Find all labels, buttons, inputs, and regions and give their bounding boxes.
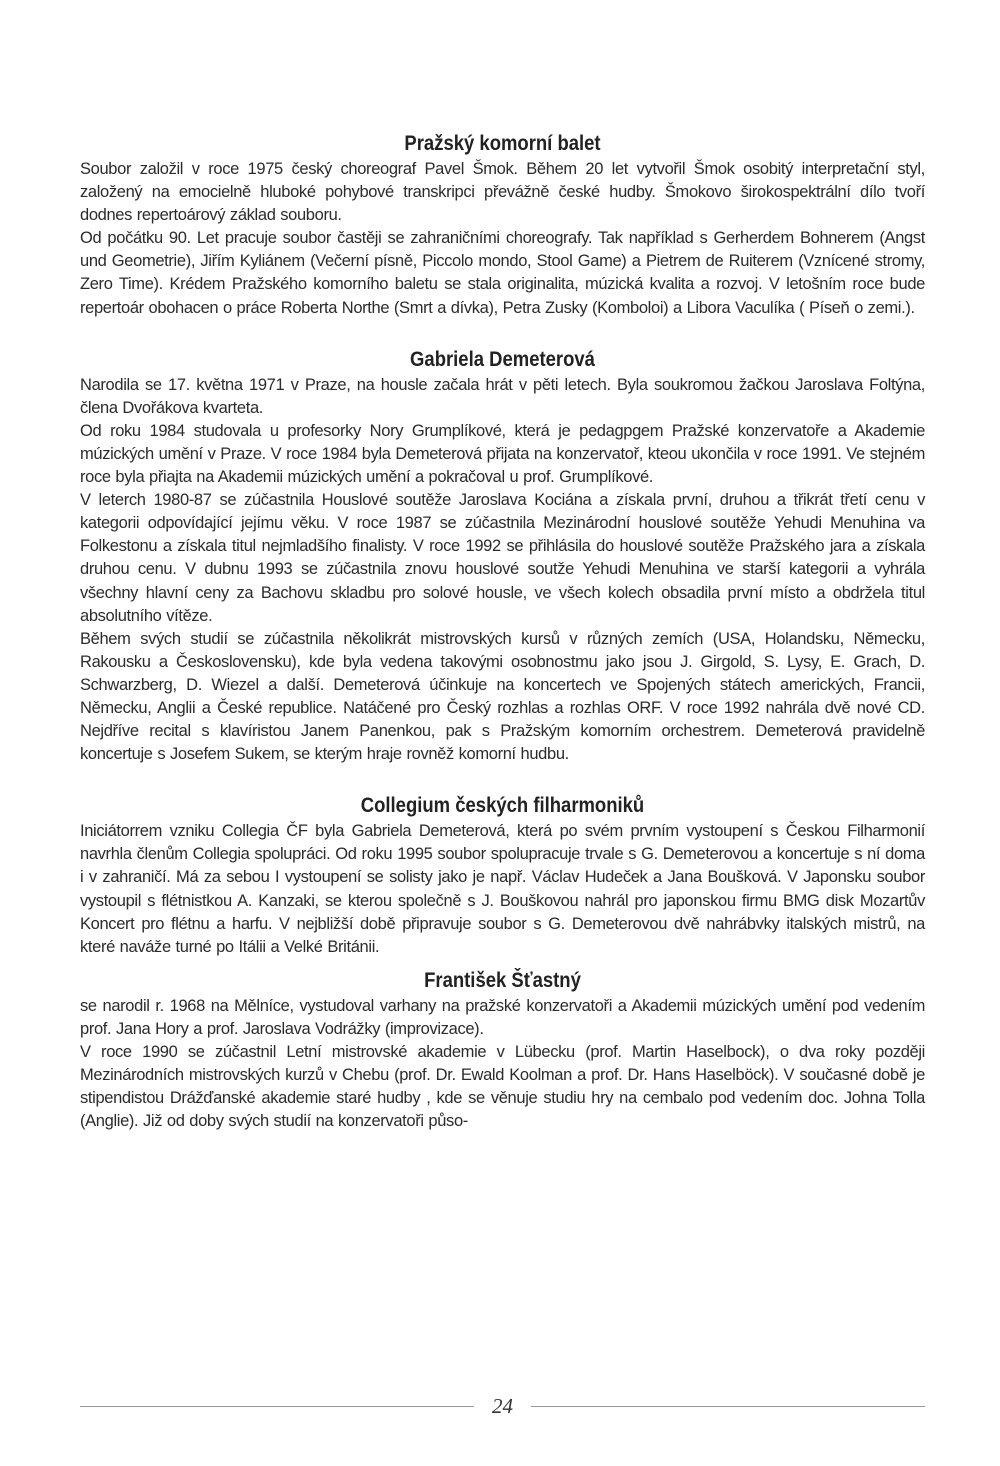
footer-rule-left <box>80 1406 474 1407</box>
section-title: Gabriela Demeterová <box>410 347 595 371</box>
paragraph: Iniciátorrem vzniku Collegia ČF byla Gabriela Demeterová, která po svém prvním vystoupení s Českou Filharmonií navrhla členům Collegia spolupráci. Od roku 1995 soubor spolupracuje trvale s G. Demeterovou a koncertuje s ní doma i v zahraničí. Má za sebou I vystoupení se solisty jako je např. Václav Hudeček a Jana Boušková. V Japonsku soubor vystoupil s flétnistkou A. Kanzaki, se kterou společně s J. Bouškovou nahrál pro japonskou firmu BMG disk Mozartův Koncert pro flétnu a harfu. V nejbližší době připravuje soubor s G. Demeterovou dvě nahrábvky italských mistrů, na které naváže turné po Itálii a Velké Británii. <box>80 822 925 956</box>
paragraph: V roce 1990 se zúčastnil Letní mistrovské akademie v Lübecku (prof. Martin Haselbock), o dva roky později Mezinárodních mistrovských kurzů v Chebu (prof. Dr. Ewald Koolman a prof. Dr. Hans Haselböck). V současné době je stipendistou Drážďanské akademie staré hudby , kde se věnuje studiu hry na cembalo pod vedením doc. Johna Tolla (Anglie). Již od doby svých studií na konzervatoři půso- <box>80 1043 925 1131</box>
page-footer <box>80 1392 925 1420</box>
section-title: František Šťastný <box>424 968 581 992</box>
section-prazsky-komorni-balet <box>80 130 925 320</box>
section-gabriela-demeterova <box>80 346 925 767</box>
section-title: Pražský komorní balet <box>404 132 601 155</box>
section-frantisek-stastny <box>80 967 925 1134</box>
paragraph: se narodil r. 1968 na Mělníce, vystudoval varhany na pražské konzervatoři a Akademii múzických umění pod vedením prof. Jana Hory a prof. Jaroslava Vodrážky (improvizace). <box>80 996 925 1038</box>
paragraph: Soubor založil v roce 1975 český choreograf Pavel Šmok. Během 20 let vytvořil Šmok osobitý interpretační styl, založený na emocielně hluboké pohybové transkripci převážně české hudby. Šmokovo širokospektrální dílo tvoří dodnes repertoárový základ souboru. <box>80 160 925 225</box>
footer-rule-right <box>531 1406 925 1407</box>
section-spacer <box>80 320 925 346</box>
paragraph: Během svých studií se zúčastnila několikrát mistrovských kursů v různých zemích (USA, Holandsku, Německu, Rakousku a Československu), kde byla vedena takovými osobnostmu jako jsou J. Girgold, S. Lysy, E. Grach, D. Schwarzberg, D. Wiezel a další. Demeterová účinkuje na koncertech ve Spojených státech amerických, Francii, Německu, Anglii a České republice. Natáčené pro Český rozhlas a rozhlas ORF. V roce 1992 nahrála dvě nové CD. Nejdříve recital s klavíristou Janem Panenkou, pak s Pražským komorním orchestrem. Demeterová pravidelně koncertuje s Josefem Sukem, se kterým hraje rovněž komorní hudbu. <box>80 629 925 764</box>
paragraph: Od roku 1984 studovala u profesorky Nory Grumplíkové, která je pedagpgem Pražské konzervatoře a Akademie múzických umění v Praze. V roce 1984 byla Demeterová přijata na konzervatoř, kteou ukončila v roce 1991. Ve stejném roce byla přiajta na Akademii múzických umění a pokračoval u prof. Grumplíkové. <box>80 421 925 487</box>
paragraph: V leterch 1980-87 se zúčastnila Houslové soutěže Jaroslava Kociána a získala první, druhou a třikrát třetí cenu v kategorii odpovídající jejímu věku. V roce 1987 se zúčastnila Mezinárodní houslové soutěže Yehudi Menuhina va Folkestonu a získala titul nejmladšího finalisty. V roce 1992 se přihlásila do houslové soutěže Pražského jara a získala druhou cenu. V dubnu 1993 se zúčastnila znovu houslové soutže Yehudi Menuhina ve starší kategorii a vyhrála všechny hlavní ceny za Bachovu skladbu pro solové housle, ve všech kolech obsadila první místo a obdržela titul absolutního vítěze. <box>80 491 925 625</box>
page-body <box>80 130 925 1133</box>
paragraph: Narodila se 17. května 1971 v Praze, na housle začala hrát v pěti letech. Byla soukromou žačkou Jaroslava Foltýna, člena Dvořákova kvarteta. <box>80 375 925 417</box>
section-title: Collegium českých filharmoniků <box>360 794 645 818</box>
section-collegium-ceskych-filharmoniku <box>80 792 925 959</box>
page-number: 24 <box>492 1393 513 1418</box>
section-spacer <box>80 959 925 967</box>
paragraph: Od počátku 90. Let pracuje soubor častěji se zahraničními choreografy. Tak například s Gerherdem Bohnerem (Angst und Geometrie), Jiřím Kyliánem (Večerní písně, Piccolo mondo, Stool Game) a Pietrem de Ruiterem (Vznícené stromy, Zero Time). Krédem Pražského komorního baletu se stala originalita, múzická kvalita a rozvoj. V letošním roce bude repertoár obohacen o práce Roberta Northe (Smrt a dívka), Petra Zusky (Komboloi) a Libora Vaculíka ( Píseň o zemi.). <box>80 229 925 317</box>
section-spacer <box>80 766 925 792</box>
